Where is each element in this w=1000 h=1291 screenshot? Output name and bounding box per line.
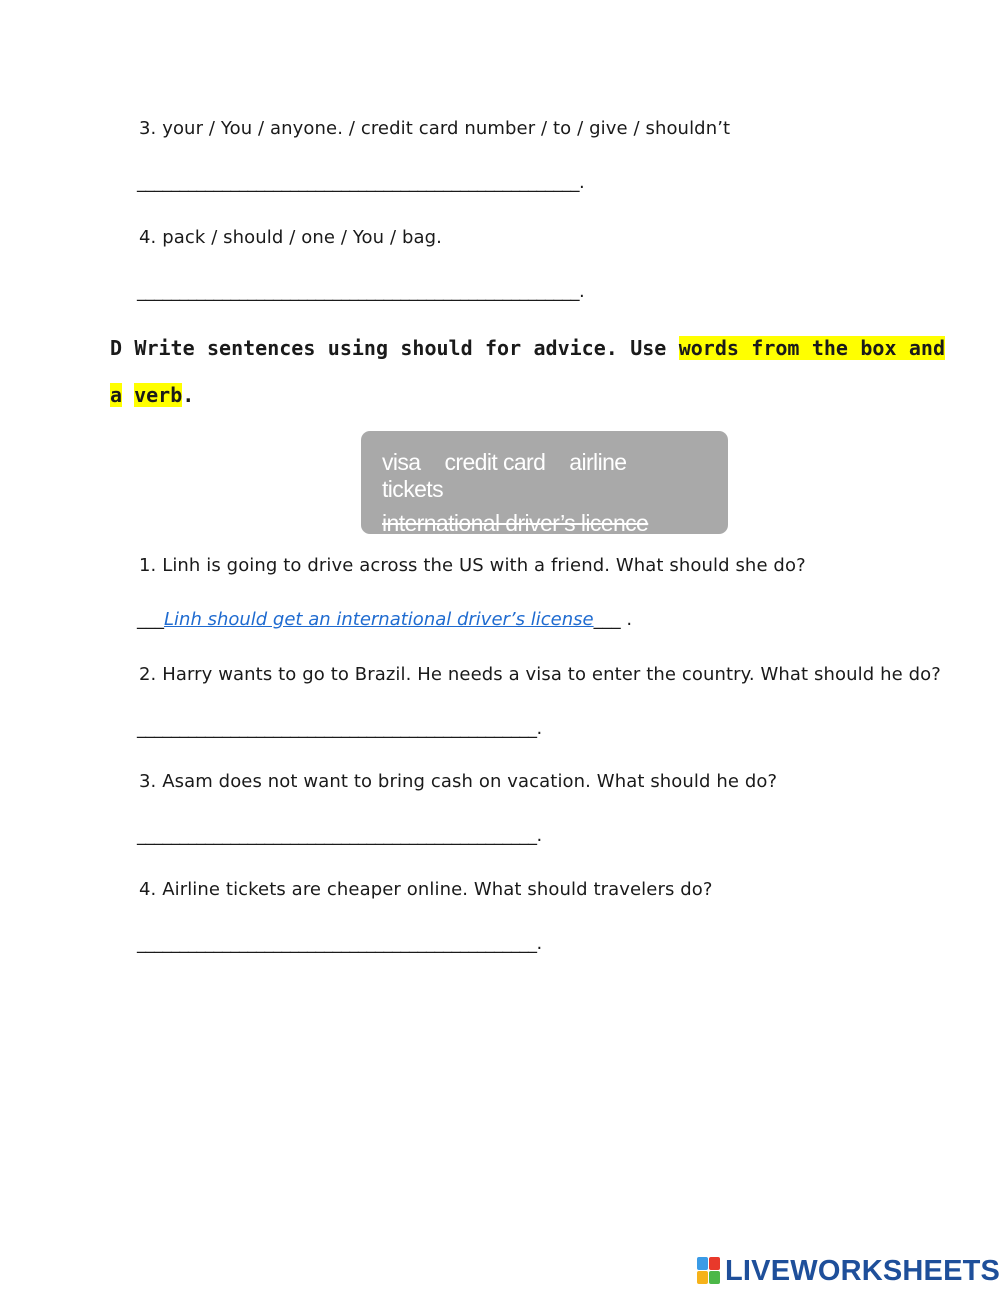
word-box-item-airline-tickets: airline tickets	[382, 449, 627, 502]
previous-item-4-answer-line[interactable]: ____________________________________________________.	[137, 281, 585, 302]
previous-item-3-answer-line[interactable]: ____________________________________________________.	[137, 172, 585, 193]
question-3-answer-line[interactable]: _______________________________________________.	[137, 825, 542, 846]
section-d-heading-highlight-1: words from the box and a	[110, 336, 945, 407]
question-2-answer-line[interactable]: _______________________________________________.	[137, 718, 542, 739]
question-2-prompt: 2. Harry wants to go to Brazil. He needs a visa to enter the country. What should he do?	[139, 664, 941, 685]
liveworksheets-logo-icon	[697, 1257, 721, 1285]
previous-item-4-prompt: 4. pack / should / one / You / bag.	[139, 227, 442, 248]
question-3-prompt: 3. Asam does not want to bring cash on vacation. What should he do?	[139, 771, 778, 792]
word-box-row-1	[382, 449, 708, 503]
question-1-answer-row[interactable]	[137, 609, 632, 630]
section-d-heading-highlight-2: verb	[134, 383, 183, 407]
word-box-item-visa: visa	[382, 449, 421, 475]
question-1-prompt: 1. Linh is going to drive across the US with a friend. What should she do?	[139, 555, 806, 576]
word-box-item-drivers-licence: international driver’s licence	[382, 510, 649, 536]
question-4-answer-line[interactable]: _______________________________________________.	[137, 933, 542, 954]
logo-text: LIVEWORKSHEETS	[725, 1254, 1000, 1287]
word-box	[361, 431, 728, 534]
section-d-heading-text: D Write sentences using should for advice. Use	[110, 336, 679, 360]
question-1-answer-prefix: ___	[137, 609, 164, 630]
liveworksheets-logo[interactable]	[697, 1255, 1000, 1287]
previous-item-3-prompt: 3. your / You / anyone. / credit card number / to / give / shouldn’t	[139, 118, 731, 139]
section-d-heading-period: .	[182, 383, 195, 407]
question-1-answer-suffix: ___ .	[593, 609, 633, 630]
question-1-answer[interactable]: Linh should get an international driver’s license	[164, 609, 594, 630]
word-box-item-credit-card: credit card	[444, 449, 546, 475]
section-d-heading	[110, 325, 945, 419]
question-4-prompt: 4. Airline tickets are cheaper online. What should travelers do?	[139, 879, 713, 900]
